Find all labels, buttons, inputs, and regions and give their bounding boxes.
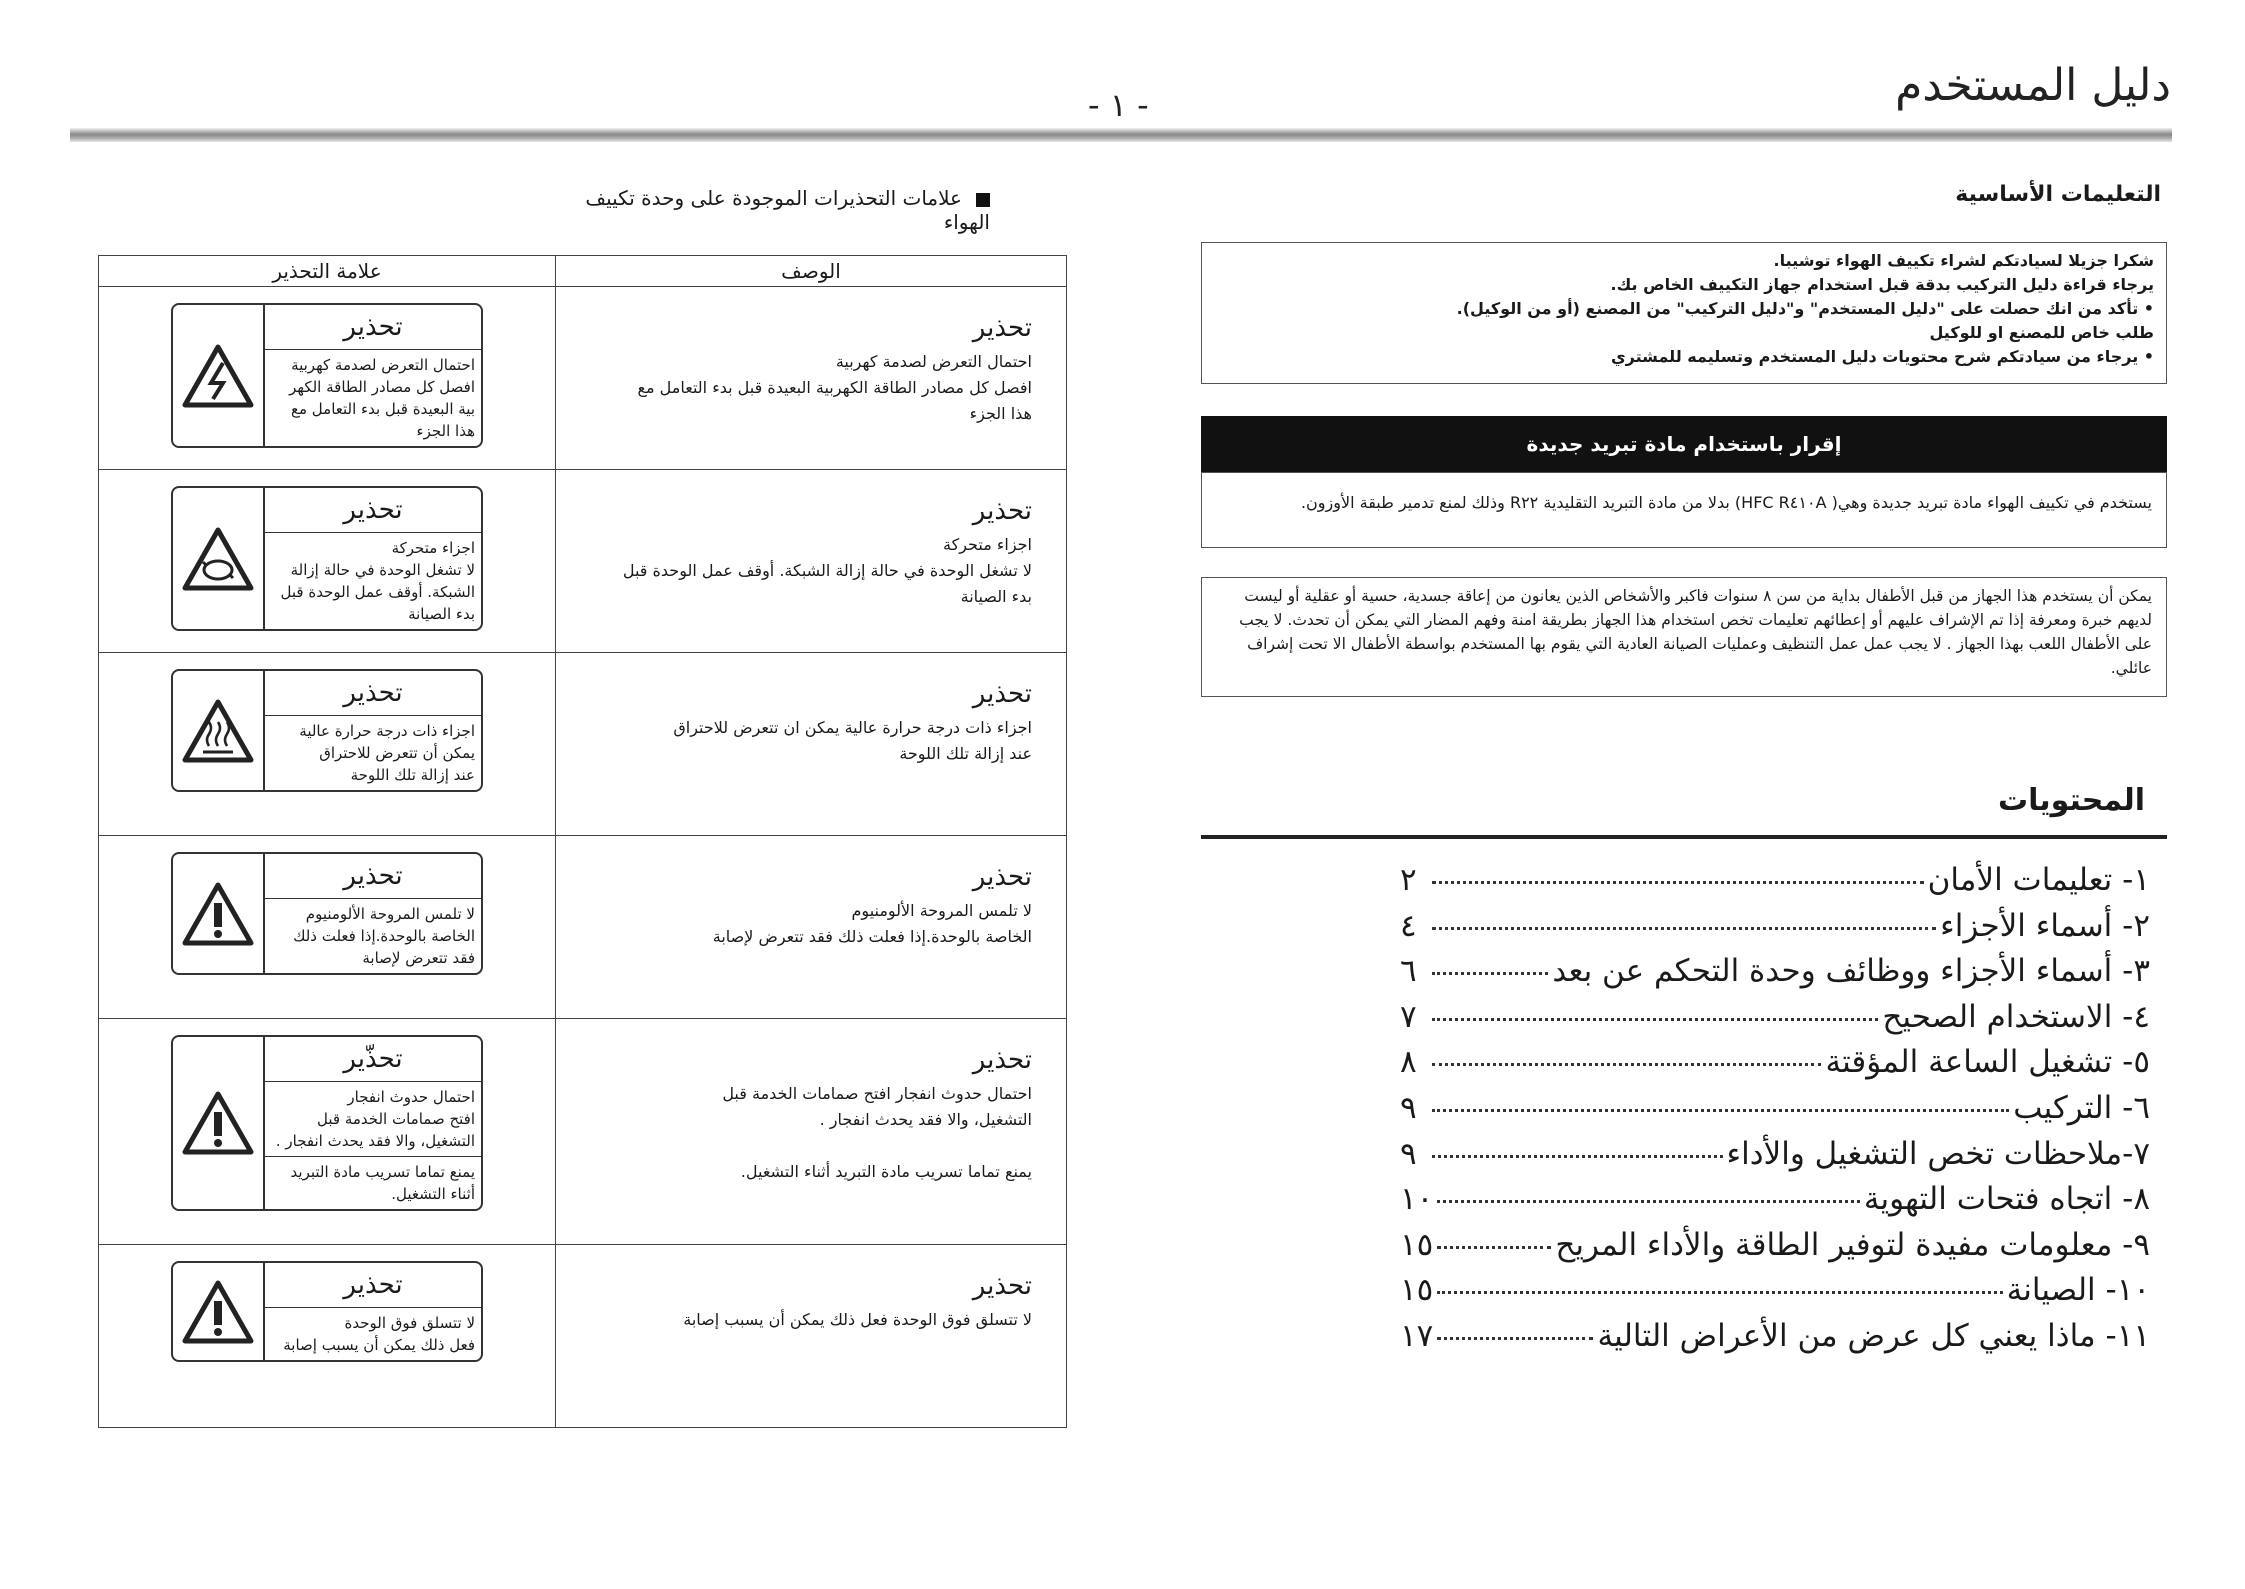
page-number: - ١ -: [1088, 86, 1149, 124]
toc-leader: [1437, 1337, 1593, 1340]
warning-marks-heading-text: علامات التحذيرات الموجودة على وحدة تكييف الهواء: [585, 186, 990, 234]
warning-label-line: لا تشغل الوحدة في حالة إزالة: [290, 561, 475, 579]
toc-leader: [1432, 1018, 1878, 1021]
basic-line: يرجاء قراءة دليل التركيب بدقة قبل استخدام جهاز التكييف الخاص بك.: [1610, 275, 2154, 294]
warning-label-line: الشبكة. أوقف عمل الوحدة قبل: [280, 583, 475, 601]
warning-label-line: التشغيل، والا فقد يحدث انفجار .: [275, 1132, 475, 1150]
toc-item-label: ٢- أسماء الأجزاء: [1940, 907, 2150, 944]
description-title: تحذير: [972, 1271, 1032, 1301]
description-line: اجزاء ذات درجة حرارة عالية يمكن ان تتعرض للاحتراق: [673, 718, 1032, 737]
toc-item-label: ١١- ماذا يعني كل عرض من الأعراض التالية: [1597, 1317, 2150, 1354]
warning-label-line: يمكن أن تتعرض للاحتراق: [319, 744, 475, 762]
warning-label: [171, 1035, 483, 1211]
warning-label-line: فعل ذلك يمكن أن يسبب إصابة: [283, 1336, 475, 1354]
description-title: تحذير: [972, 862, 1032, 892]
toc-item[interactable]: [1400, 1090, 2150, 1136]
toc-item[interactable]: [1400, 1227, 2150, 1273]
table-of-contents: [1400, 862, 2150, 1364]
warning-label-line: احتمال حدوث انفجار: [347, 1088, 475, 1106]
toc-item-page: ٢: [1400, 862, 1417, 898]
description-title: تحذير: [972, 1045, 1032, 1075]
warning-label-line: اجزاء متحركة: [391, 539, 475, 557]
description-cell: [556, 470, 1067, 653]
warning-label-title: تحذير: [265, 305, 481, 350]
description-line: احتمال حدوث انفجار افتح صمامات الخدمة قبل: [722, 1084, 1032, 1103]
warning-label-line: لا تلمس المروحة الألومنيوم: [305, 905, 475, 923]
description-line: الخاصة بالوحدة.إذا فعلت ذلك فقد تتعرض لإصابة: [712, 927, 1032, 946]
column-header-description: الوصف: [556, 256, 1067, 287]
toc-leader: [1432, 927, 1936, 930]
warning-label-line: الخاصة بالوحدة.إذا فعلت ذلك: [293, 927, 475, 945]
warning-label: [171, 1261, 483, 1362]
toc-item-page: ١٥: [1400, 1272, 1434, 1309]
basic-line: شكرا جزيلا لسيادتكم لشراء تكييف الهواء توشيبا.: [1773, 251, 2154, 270]
warning-label-line: هذا الجزء: [416, 422, 475, 440]
toc-leader: [1432, 881, 1924, 884]
warning-label-line: لا تتسلق فوق الوحدة: [344, 1314, 475, 1332]
toc-item-label: ٧-ملاحظات تخص التشغيل والأداء: [1726, 1135, 2150, 1172]
description-cell: [556, 653, 1067, 836]
toc-leader: [1432, 972, 1548, 975]
toc-item-page: ٩: [1400, 1135, 1417, 1172]
toc-item[interactable]: [1400, 953, 2150, 999]
exclamation-icon: [173, 1263, 265, 1360]
description-cell: [556, 1245, 1067, 1428]
warning-label-line: عند إزالة تلك اللوحة: [350, 766, 475, 784]
description-title: تحذير: [972, 313, 1032, 343]
toc-leader: [1437, 1291, 2002, 1294]
electric-shock-icon: [173, 305, 265, 446]
toc-item[interactable]: [1400, 908, 2150, 954]
warning-label-line: بدء الصيانة: [408, 605, 475, 623]
warning-label-line: اجزاء ذات درجة حرارة عالية: [299, 722, 475, 740]
table-row: [99, 1245, 1067, 1428]
warning-label-line: فقد تتعرض لإصابة: [362, 949, 475, 967]
description-line: افصل كل مصادر الطاقة الكهربية البعيدة قبل بدء التعامل مع: [637, 378, 1032, 397]
toc-item-label: ٦- التركيب: [2013, 1089, 2150, 1126]
warning-label-title: تحذير: [265, 1263, 481, 1308]
contents-heading: المحتويات: [1997, 783, 2145, 818]
description-line: اجزاء متحركة: [943, 535, 1032, 554]
table-row: [99, 470, 1067, 653]
header-rule: [70, 128, 2172, 142]
label-cell: [99, 1019, 556, 1245]
toc-item[interactable]: [1400, 1136, 2150, 1182]
exclamation-icon: [173, 1037, 265, 1209]
warning-label-title: تحذير: [265, 671, 481, 716]
toc-item-page: ٩: [1400, 1089, 1417, 1126]
toc-item[interactable]: [1400, 1044, 2150, 1090]
warning-label-line: يمنع تماما تسريب مادة التبريد: [290, 1163, 475, 1181]
toc-item-label: ٨- اتجاه فتحات التهوية: [1863, 1181, 2150, 1218]
label-cell: [99, 1245, 556, 1428]
description-line: لا تشغل الوحدة في حالة إزالة الشبكة. أوقف عمل الوحدة قبل: [622, 561, 1032, 580]
description-cell: [556, 836, 1067, 1019]
column-header-label: علامة التحذير: [99, 256, 556, 287]
toc-item-label: ٣- أسماء الأجزاء ووظائف وحدة التحكم عن بعد: [1552, 953, 2150, 990]
table-row: [99, 287, 1067, 470]
label-cell: [99, 470, 556, 653]
moving-parts-icon: [173, 488, 265, 629]
toc-item[interactable]: [1400, 1318, 2150, 1364]
warning-label-line: احتمال التعرض لصدمة كهربية: [291, 356, 475, 374]
warning-label: [171, 303, 483, 448]
basic-line: • يرجاء من سيادتكم شرح محتويات دليل المستخدم وتسليمه للمشتري: [1611, 347, 2154, 366]
description-title: تحذير: [972, 496, 1032, 526]
toc-item-page: ١٧: [1400, 1317, 1434, 1354]
basic-line: طلب خاص للمصنع او للوكيل: [1929, 323, 2154, 342]
toc-leader: [1437, 1200, 1860, 1203]
basic-line: • تأكد من انك حصلت على "دليل المستخدم" و"دليل التركيب" من المصنع (أو من الوكيل).: [1456, 299, 2154, 318]
warning-label-title: تحذير: [265, 488, 481, 533]
toc-item-page: ١٠: [1400, 1181, 1434, 1218]
children-notice: يمكن أن يستخدم هذا الجهاز من قبل الأطفال بداية من سن ٨ سنوات فاكبر والأشخاص الذين يعانون من إعاقة جسدية، حسية أو عقلية أو ليست لديهم خبرة ومعرفة إذا تم الإشراف عليهم أو إعطائهم تعليمات تخص استخدام هذا الجهاز بطريقة امنة وفهم المضار التي يمكن أن تحدث. لا يجب على الأطفال اللعب بهذا الجهاز . لا يجب عمل عمل التنظيف وعمليات الصيانة العادية التي يقوم بها المستخدم بواسطة الأطفال الا تحت إشراف عائلي.: [1201, 577, 2167, 697]
refrigerant-text: يستخدم في تكييف الهواء مادة تبريد جديدة وهي( HFC R٤١٠A) بدلا من مادة التبريد التقليدية R٢٢ وذلك لمنع تدمير طبقة الأوزون.: [1201, 472, 2167, 548]
warning-label-line: بية البعيدة قبل بدء التعامل مع: [291, 400, 475, 418]
toc-item-label: ٤- الاستخدام الصحيح: [1882, 998, 2150, 1035]
toc-item-label: ١٠- الصيانة: [2006, 1272, 2150, 1309]
bullet-square-icon: [976, 193, 990, 207]
warning-label-line: افتح صمامات الخدمة قبل: [317, 1110, 475, 1128]
toc-leader: [1437, 1246, 1551, 1249]
basic-instructions-heading: التعليمات الأساسية: [1955, 182, 2161, 207]
toc-leader: [1432, 1109, 2009, 1112]
toc-item[interactable]: [1400, 1272, 2150, 1318]
toc-item[interactable]: [1400, 862, 2150, 908]
toc-item-label: ٩- معلومات مفيدة لتوفير الطاقة والأداء المريح: [1555, 1226, 2150, 1263]
toc-leader: [1432, 1155, 1723, 1158]
description-line: التشغيل، والا فقد يحدث انفجار .: [819, 1110, 1032, 1129]
warning-label-line: افصل كل مصادر الطاقة الكهر: [289, 378, 475, 396]
description-line: لا تتسلق فوق الوحدة فعل ذلك يمكن أن يسبب إصابة: [683, 1310, 1032, 1329]
description-line: احتمال التعرض لصدمة كهربية: [835, 352, 1032, 371]
basic-instructions-box: [1201, 242, 2167, 384]
description-line: يمنع تماما تسريب مادة التبريد أثناء التشغيل.: [740, 1162, 1032, 1181]
description-line: عند إزالة تلك اللوحة: [899, 744, 1032, 763]
warning-label-title: تحذّير: [265, 1037, 481, 1082]
description-line: هذا الجزء: [969, 404, 1032, 423]
warning-label: [171, 852, 483, 975]
table-row: [99, 653, 1067, 836]
description-cell: [556, 1019, 1067, 1245]
toc-leader: [1432, 1063, 1821, 1066]
description-title: تحذير: [972, 679, 1032, 709]
table-row: [99, 1019, 1067, 1245]
warning-marks-table: [98, 255, 1067, 1428]
toc-item[interactable]: [1400, 1181, 2150, 1227]
warning-label: [171, 669, 483, 792]
refrigerant-heading: إقرار باستخدام مادة تبريد جديدة: [1201, 416, 2167, 472]
exclamation-icon: [173, 854, 265, 973]
label-cell: [99, 836, 556, 1019]
toc-item[interactable]: [1400, 999, 2150, 1045]
hot-surface-icon: [173, 671, 265, 790]
description-line: لا تلمس المروحة الألومنيوم: [851, 901, 1032, 920]
toc-item-page: ٨: [1400, 1044, 1417, 1081]
description-line: بدء الصيانة: [960, 587, 1032, 606]
document-title: دليل المستخدم: [1895, 60, 2171, 111]
description-cell: [556, 287, 1067, 470]
contents-rule: [1201, 835, 2167, 839]
toc-item-page: ١٥: [1400, 1226, 1434, 1263]
toc-item-page: ٦: [1400, 953, 1417, 990]
toc-item-label: ١- تعليمات الأمان: [1927, 862, 2150, 898]
warning-label-title: تحذير: [265, 854, 481, 899]
warning-label: [171, 486, 483, 631]
toc-item-label: ٥- تشغيل الساعة المؤقتة: [1825, 1044, 2150, 1081]
table-row: [99, 836, 1067, 1019]
label-cell: [99, 653, 556, 836]
warning-label-line: أثناء التشغيل.: [391, 1185, 475, 1203]
toc-item-page: ٧: [1400, 998, 1417, 1035]
toc-item-page: ٤: [1400, 907, 1417, 944]
warning-marks-heading: [540, 186, 990, 234]
label-cell: [99, 287, 556, 470]
